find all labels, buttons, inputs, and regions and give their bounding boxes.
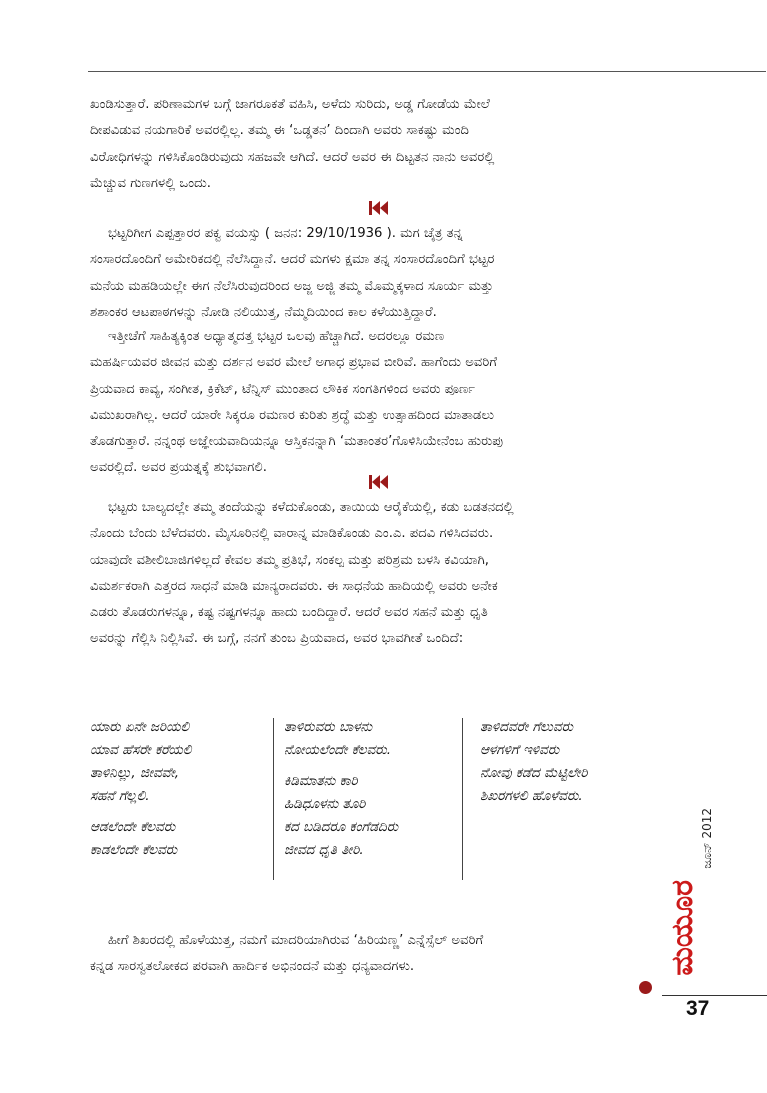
stanza-gap — [284, 762, 398, 770]
paragraph-5 — [90, 928, 642, 981]
text-line: ವಿಮರ್ಶಕರಾಗಿ ಎತ್ತರದ ಸಾಧನೆ ಮಾಡಿ ಮಾನ್ಯರಾದವರು. ಈ ಸಾಧನೆಯ ಹಾದಿಯಲ್ಲಿ ಅವರು ಅನೇಕ — [90, 578, 498, 594]
poem-line: ತಾಳಿರುವರು ಬಾಳನು — [284, 719, 373, 735]
paragraph-3 — [90, 324, 642, 482]
text-line: ಕನ್ನಡ ಸಾರಸ್ವತಲೋಕದ ಪರವಾಗಿ ಹಾರ್ದಿಕ ಅಭಿನಂದನೆ ಮತ್ತು ಧನ್ಯವಾದಗಳು. — [90, 959, 415, 975]
text-line: ಭಟ್ಟರಿಗೀಗ ಎಪ್ಪತ್ತಾರರ ಪಕ್ವ ವಯಸ್ಸು ( ಜನನ: 29/10/1936 ). ಮಗ ಚೈತ್ರ ತನ್ನ — [108, 226, 463, 241]
magazine-logo: ಮಯೂರ — [665, 880, 700, 976]
text-line: ಮೆಚ್ಚುವ ಗುಣಗಳಲ್ಲಿ ಒಂದು. — [90, 175, 211, 191]
text-line: ತೊಡಗುತ್ತಾರೆ. ನನ್ನಂಥ ಅಜ್ಞೇಯವಾದಿಯನ್ನೂ ಆಸ್ತಿಕನನ್ನಾಗಿ ‘ಮತಾಂತರ’ಗೊಳಿಸಿಯೇನೆಂಬ ಹುರುಪು — [90, 434, 504, 450]
rewind-icon — [369, 200, 389, 216]
text-line: ವಿರೋಧಿಗಳನ್ನು ಗಳಿಸಿಕೊಂಡಿರುವುದು ಸಹಜವೇ ಆಗಿದೆ. ಆದರೆ ಅವರ ಈ ದಿಟ್ಟತನ ನಾನು ಅವರಲ್ಲಿ — [90, 149, 495, 165]
poem-line: ತಾಳಿನಿಲ್ಲು, ಜೀವವೇ, — [90, 765, 180, 781]
poem-line: ನೋಯಲೆಂದೇ ಕೆಲವರು. — [284, 742, 392, 758]
footer-rule — [662, 995, 767, 996]
poem-line: ಜೀವದ ಧೃತಿ ತೀರಿ. — [284, 842, 364, 858]
poem-line: ಕಾಡಲೆಂದೇ ಕೆಲವರು — [90, 842, 178, 858]
text-line: ಸಂಸಾರದೊಂದಿಗೆ ಅಮೇರಿಕದಲ್ಲಿ ನೆಲೆಸಿದ್ದಾನೆ. ಆದರೆ ಮಗಳು ಕ್ಷಮಾ ತನ್ನ ಸಂಸಾರದೊಂದಿಗೆ ಭಟ್ಟರ — [90, 252, 495, 268]
poem-line: ಯಾರು ಏನೇ ಜರಿಯಲಿ — [90, 719, 190, 735]
text-line: ಖಂಡಿಸುತ್ತಾರೆ. ಪರಿಣಾಮಗಳ ಬಗ್ಗೆ ಜಾಗರೂಕತೆ ವಹಿಸಿ, ಅಳೆದು ಸುರಿದು, ಅಡ್ಡ ಗೋಡೆಯ ಮೇಲೆ — [90, 97, 490, 112]
top-rule — [88, 71, 766, 72]
poem-line: ಹಿಡಿಧೂಳನು ತೂರಿ — [284, 796, 366, 812]
text-line: ಅವರನ್ನು ಗೆಲ್ಲಿಸಿ ನಿಲ್ಲಿಸಿವೆ. ಈ ಬಗ್ಗೆ, ನನಗೆ ತುಂಬ ಪ್ರಿಯವಾದ, ಅವರ ಭಾವಗೀತೆ ಒಂದಿದೆ: — [90, 631, 464, 647]
poem-line: ತಾಳಿದವರೇ ಗೆಲುವರು — [480, 719, 574, 735]
paragraph-1 — [90, 92, 642, 197]
poem-column-2 — [284, 716, 398, 862]
poem-line: ಶಿಖರಗಳಲಿ ಹೊಳೆವರು. — [480, 788, 583, 804]
text-line: ಮಹರ್ಷಿಯವರ ಜೀವನ ಮತ್ತು ದರ್ಶನ ಅವರ ಮೇಲೆ ಅಗಾಧ ಪ್ರಭಾವ ಬೀರಿವೆ. ಹಾಗೆಂದು ಅವರಿಗೆ — [90, 355, 498, 371]
poem-line: ಕದ ಬಡಿದರೂ ಕಂಗೆಡದಿರು — [284, 819, 399, 835]
poem-column-1 — [90, 716, 192, 862]
text-line: ಶಶಾಂಕರ ಆಟಪಾಠಗಳನ್ನು ನೋಡಿ ನಲಿಯುತ್ತ, ನೆಮ್ಮದಿಯಿಂದ ಕಾಲ ಕಳೆಯುತ್ತಿದ್ದಾರೆ. — [90, 304, 437, 320]
text-line: ವಿಮುಖರಾಗಿಲ್ಲ. ಆದರೆ ಯಾರೇ ಸಿಕ್ಕರೂ ರಮಣರ ಕುರಿತು ಶ್ರದ್ಧೆ ಮತ್ತು ಉತ್ಸಾಹದಿಂದ ಮಾತಾಡಲು — [90, 407, 495, 423]
paragraph-4 — [90, 495, 642, 653]
text-line: ದೀಪವಿಡುವ ನಯಗಾರಿಕೆ ಅವರಲ್ಲಿಲ್ಲ. ತಮ್ಮ ಈ ‘ಒಡ್ಡತನ’ ದಿಂದಾಗಿ ಅವರು ಸಾಕಷ್ಟು ಮಂದಿ — [90, 123, 470, 139]
issue-date: ಜೂನ್ 2012 — [700, 808, 714, 869]
poem-line: ಕಿಡಿಮಾತನು ಕಾರಿ — [284, 773, 358, 789]
text-line: ಅವರಲ್ಲಿದೆ. ಅವರ ಪ್ರಯತ್ನಕ್ಕೆ ಶುಭವಾಗಲಿ. — [90, 460, 267, 476]
poem-line: ಆಡಲೆಂದೇ ಕೆಲವರು — [90, 819, 176, 835]
poem-divider — [462, 718, 463, 880]
poem-line: ಆಳಗಳಿಗೆ ಇಳಿವರು — [480, 742, 560, 758]
text-line: ಪ್ರಿಯವಾದ ಕಾವ್ಯ, ಸಂಗೀತ, ಕ್ರಿಕೆಟ್, ಟೆನ್ನಿಸ್ ಮುಂತಾದ ಲೌಕಿಕ ಸಂಗತಿಗಳಿಂದ ಅವರು ಪೂರ್ಣ — [90, 381, 476, 397]
decorative-dot — [639, 981, 652, 994]
rewind-icon — [369, 474, 389, 490]
paragraph-2 — [90, 221, 642, 326]
text-line: ಮನೆಯ ಮಹಡಿಯಲ್ಲೇ ಈಗ ನೆಲೆಸಿರುವುದರಿಂದ ಅಜ್ಜ ಅಜ್ಜಿ ತಮ್ಮ ಮೊಮ್ಮಕ್ಕಳಾದ ಸೂರ್ಯ ಮತ್ತು — [90, 278, 494, 294]
text-line: ಎಡರು ತೊಡರುಗಳನ್ನೂ, ಕಷ್ಟ ನಷ್ಟಗಳನ್ನೂ ಹಾದು ಬಂದಿದ್ದಾರೆ. ಆದರೆ ಅವರ ಸಹನೆ ಮತ್ತು ಧೃತಿ — [90, 605, 488, 621]
stanza-gap — [90, 808, 192, 816]
poem-divider — [273, 718, 274, 880]
poem-line: ಯಾವ ಹೆಸರೇ ಕರೆಯಲಿ — [90, 742, 192, 758]
poem-line: ನೋವು ಕಡೆದ ಮೆಟ್ಟಿಲೇರಿ — [480, 765, 588, 781]
poem-column-3 — [480, 716, 588, 808]
text-line: ಹೀಗೆ ಶಿಖರದಲ್ಲಿ ಹೊಳೆಯುತ್ತ, ನಮಗೆ ಮಾದರಿಯಾಗಿರುವ ‘ಹಿರಿಯಣ್ಣ’ ಎನ್ನೆಸ್ಸೆಲ್ ಅವರಿಗೆ — [108, 933, 484, 948]
text-line: ಭಟ್ಟರು ಬಾಲ್ಯದಲ್ಲೇ ತಮ್ಮ ತಂದೆಯನ್ನು ಕಳೆದುಕೊಂಡು, ತಾಯಿಯ ಆರೈಕೆಯಲ್ಲಿ, ಕಡು ಬಡತನದಲ್ಲಿ — [108, 500, 514, 515]
text-line: ನೊಂದು ಬೆಂದು ಬೆಳೆದವರು. ಮೈಸೂರಿನಲ್ಲಿ ವಾರಾನ್ನ ಮಾಡಿಕೊಂಡು ಎಂ.ಎ. ಪದವಿ ಗಳಿಸಿದವರು. — [90, 526, 494, 542]
poem-line: ಸಹನೆ ಗೆಲ್ಲಲಿ. — [90, 788, 150, 804]
text-line: ಇತ್ತೀಚೆಗೆ ಸಾಹಿತ್ಯಕ್ಕಿಂತ ಅಧ್ಯಾತ್ಮದತ್ತ ಭಟ್ಟರ ಒಲವು ಹೆಚ್ಚಾಗಿದೆ. ಅದರಲ್ಲೂ ರಮಣ — [108, 329, 445, 344]
page-number: 37 — [686, 997, 710, 1020]
text-line: ಯಾವುದೇ ವಶೀಲಿಬಾಜಿಗಳಿಲ್ಲದೆ ಕೇವಲ ತಮ್ಮ ಪ್ರತಿಭೆ, ಸಂಕಲ್ಪ ಮತ್ತು ಪರಿಶ್ರಮ ಬಳಸಿ ಕವಿಯಾಗಿ, — [90, 552, 489, 568]
